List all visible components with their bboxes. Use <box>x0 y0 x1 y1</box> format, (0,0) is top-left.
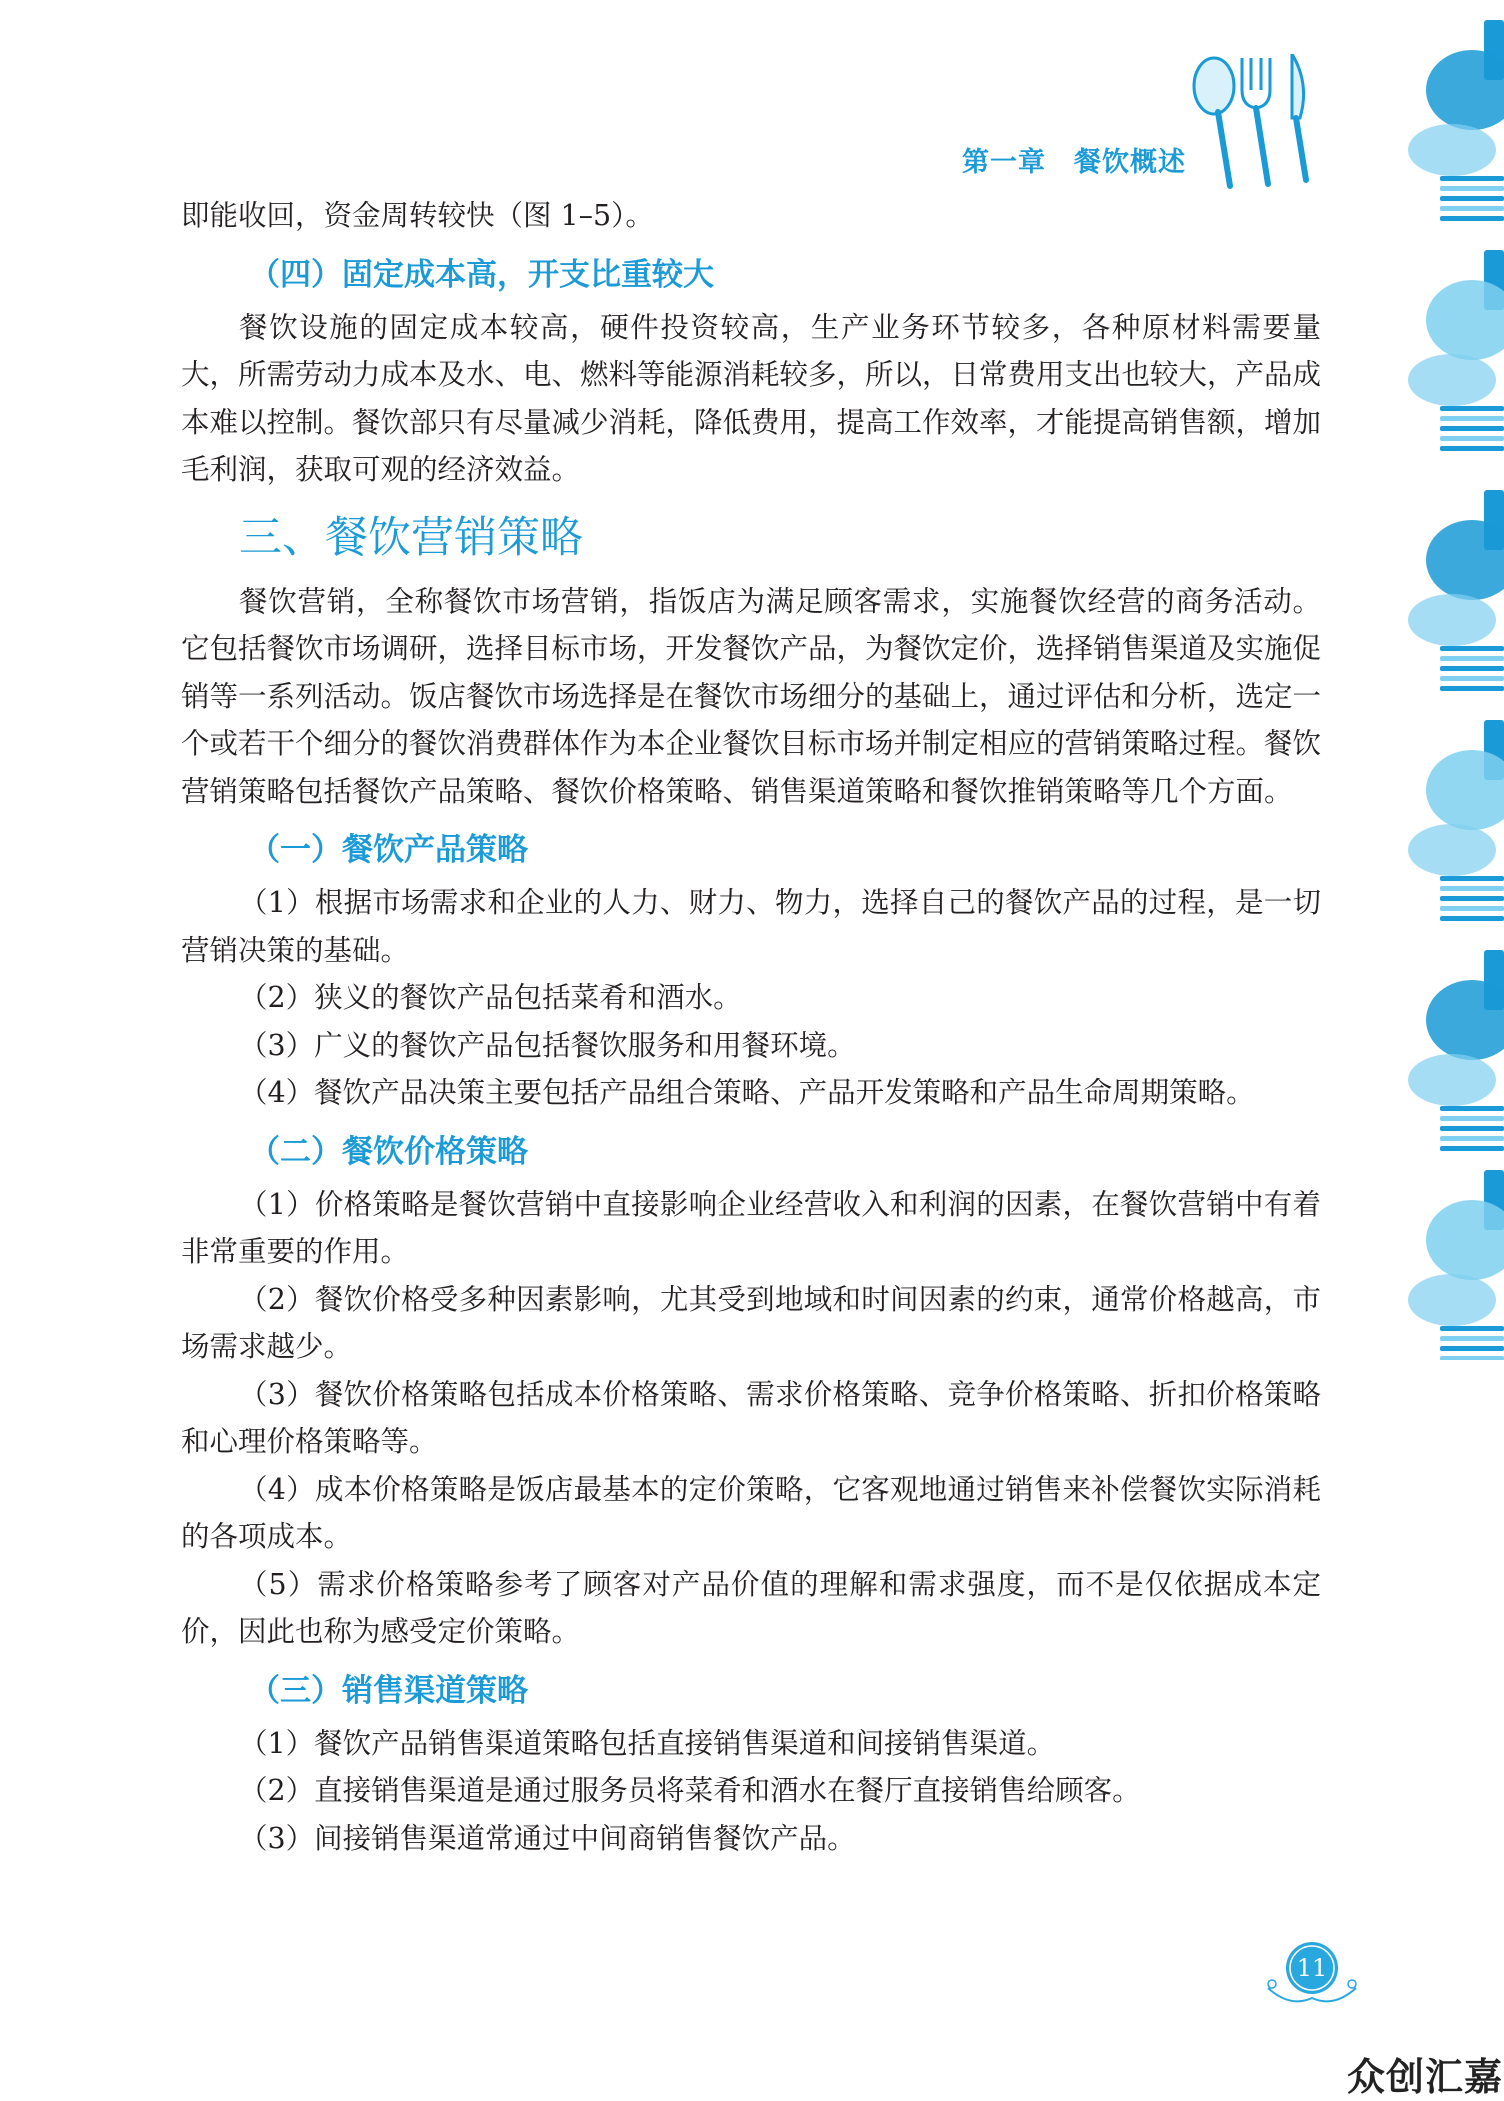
decorative-shape <box>1440 206 1504 211</box>
decorative-shape <box>1408 1274 1496 1326</box>
decorative-shape <box>1440 1356 1504 1360</box>
decorative-shape <box>1440 1336 1504 1341</box>
list-item: （3）间接销售渠道常通过中间商销售餐饮产品。 <box>239 1821 856 1855</box>
decorative-shape <box>1408 1054 1496 1106</box>
decorative-shape <box>1440 1346 1504 1351</box>
decorative-shape <box>1426 750 1504 830</box>
paragraph-marketing: 餐饮营销，全称餐饮市场营销，指饭店为满足顾客需求，实施餐饮经营的商务活动。它包括餐饮市场调研，选择目标市场，开发餐饮产品，为餐饮定价，选择销售渠道及实施促销等一系列活动。饭店餐饮市场选择是在餐饮市场细分的基础上，通过评估和分析，选定一个或若干个细分的餐饮消费群体作为本企业餐饮目标市场并制定相应的营销策略过程。餐饮营销策略包括餐饮产品策略、餐饮价格策略、销售渠道策略和餐饮推销策略等几个方面。 <box>181 584 1322 808</box>
decorative-shape <box>1440 1326 1504 1331</box>
decorative-shape <box>1440 906 1504 911</box>
list-item: （4）餐饮产品决策主要包括产品组合策略、产品开发策略和产品生命周期策略。 <box>239 1076 1255 1109</box>
chapter-title: 第一章 餐饮概述 <box>962 147 1186 178</box>
decorative-shape <box>1408 354 1496 406</box>
subheading-price-strategy: （二）餐饮价格策略 <box>249 1133 528 1170</box>
decorative-shape <box>1408 594 1496 646</box>
subheading-product-strategy: （一）餐饮产品策略 <box>249 832 528 868</box>
decorative-shape <box>1440 416 1504 421</box>
decorative-shape <box>1426 280 1504 360</box>
decorative-shape <box>1440 1136 1504 1141</box>
decorative-border <box>1400 0 1504 1360</box>
decorative-shape <box>1408 824 1496 876</box>
decorative-shape <box>1440 886 1504 891</box>
decorative-shape <box>1440 676 1504 681</box>
decorative-shape <box>1440 896 1504 901</box>
section-title: 三、餐饮营销策略 <box>239 512 583 563</box>
decorative-shape <box>1426 1200 1504 1280</box>
decorative-shape <box>1440 666 1504 671</box>
decorative-shape <box>1440 436 1504 441</box>
decorative-shape <box>1440 216 1504 221</box>
decorative-shape <box>1440 656 1504 661</box>
list-item: （2）餐饮价格受多种因素影响，尤其受到地域和时间因素的约束，通常价格越高，市场需求越少。 <box>181 1282 1321 1363</box>
decorative-shape <box>1426 520 1504 600</box>
decorative-shape <box>1440 876 1504 881</box>
list-item: （5）需求价格策略参考了顾客对产品价值的理解和需求强度，而不是仅依据成本定价，因此也称为感受定价策略。 <box>181 1567 1321 1648</box>
decorative-shape <box>1440 1106 1504 1111</box>
decorative-shape <box>1426 50 1504 130</box>
page-content <box>181 192 1321 1862</box>
decorative-shape <box>1440 426 1504 431</box>
list-item: （1）价格策略是餐饮营销中直接影响企业经营收入和利润的因素，在餐饮营销中有着非常重要的作用。 <box>181 1187 1321 1268</box>
list-item: （3）餐饮价格策略包括成本价格策略、需求价格策略、竞争价格策略、折扣价格策略和心理价格策略等。 <box>181 1377 1321 1458</box>
decorative-shape <box>1440 1146 1504 1151</box>
cutlery-icon <box>1172 54 1322 194</box>
decorative-shape <box>1440 196 1504 201</box>
list-item: （1）餐饮产品销售渠道策略包括直接销售渠道和间接销售渠道。 <box>239 1726 1056 1760</box>
page-number-badge <box>1260 1936 1364 2008</box>
list-item: （3）广义的餐饮产品包括餐饮服务和用餐环境。 <box>239 1028 856 1062</box>
decorative-shape <box>1408 124 1496 176</box>
decorative-shape <box>1440 406 1504 411</box>
decorative-shape <box>1440 646 1504 651</box>
list-item: （4）成本价格策略是饭店最基本的定价策略，它客观地通过销售来补偿餐饮实际消耗的各项成本。 <box>181 1472 1321 1553</box>
list-item: （2）狭义的餐饮产品包括菜肴和酒水。 <box>239 981 742 1014</box>
page-number: 11 <box>1296 1954 1328 1982</box>
paragraph-fixed-cost: 餐饮设施的固定成本较高，硬件投资较高，生产业务环节较多，各种原材料需要量大，所需劳动力成本及水、电、燃料等能源消耗较多，所以，日常费用支出也较大，产品成本难以控制。餐饮部只有尽量减少消耗，降低费用，提高工作效率，才能提高销售额，增加毛利润，获取可观的经济效益。 <box>181 310 1322 486</box>
list-item: （1）根据市场需求和企业的人力、财力、物力，选择自己的餐饮产品的过程，是一切营销决策的基础。 <box>181 886 1321 967</box>
decorative-shape <box>1440 686 1504 691</box>
decorative-shape <box>1440 1116 1504 1121</box>
watermark-logo: 众创汇嘉 <box>1347 2055 1504 2099</box>
decorative-shape <box>1440 186 1504 191</box>
decorative-shape <box>1426 980 1504 1060</box>
list-item: （2）直接销售渠道是通过服务员将菜肴和酒水在餐厅直接销售给顾客。 <box>239 1774 1141 1807</box>
decorative-shape <box>1440 916 1504 921</box>
subheading-channel-strategy: （三）销售渠道策略 <box>249 1672 528 1709</box>
decorative-shape <box>1440 1126 1504 1131</box>
paragraph-intro: 即能收回，资金周转较快（图 1–5）。 <box>181 199 654 232</box>
decorative-shape <box>1440 176 1504 181</box>
decorative-shape <box>1440 446 1504 451</box>
subheading-fixed-cost: （四）固定成本高，开支比重较大 <box>249 256 714 293</box>
